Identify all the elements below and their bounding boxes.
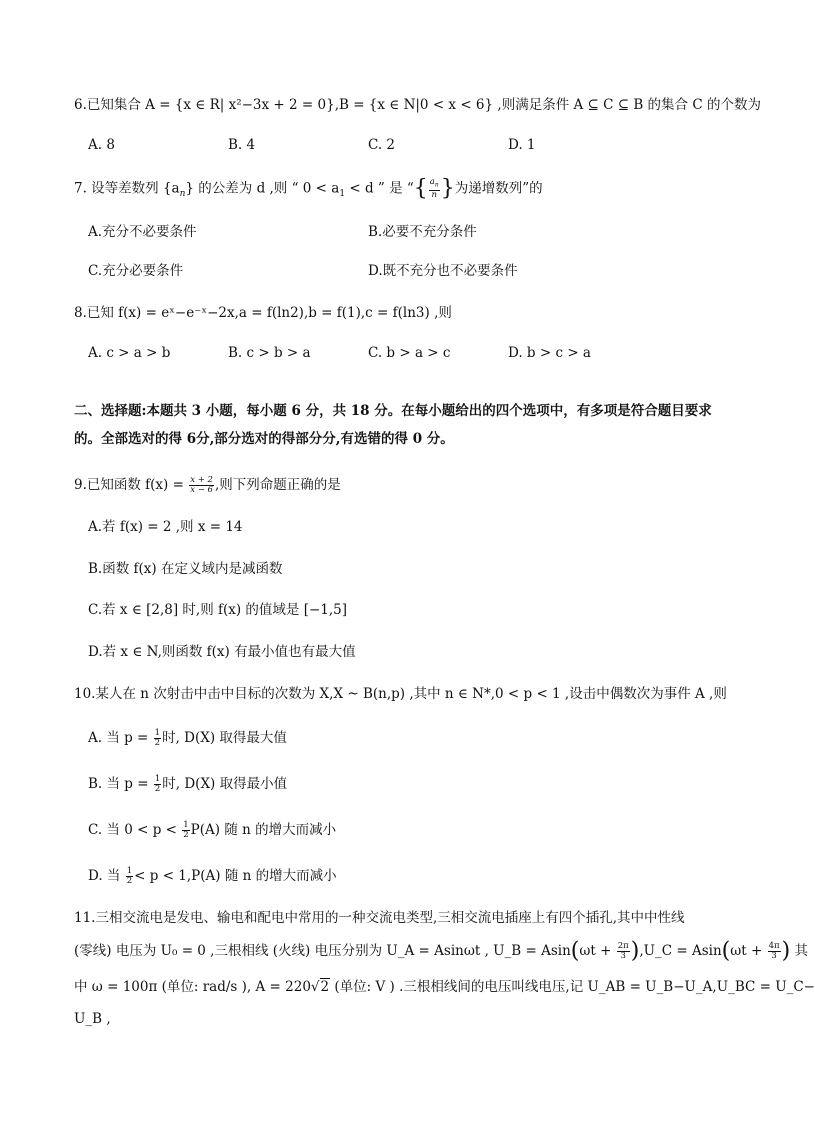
question-7-option-d: D.既不充分也不必要条件	[368, 263, 518, 279]
one-half-fraction: $\frac{1}{2}$	[154, 774, 161, 794]
question-7-option-b: B.必要不充分条件	[368, 224, 477, 240]
section-2-instructions-line-2: 的。全部选对的得 6分,部分选对的得部分分,有选错的得 0 分。	[74, 431, 454, 447]
question-10-option-c: C. 当 0 < p < $\frac{1}{2}$ P(A) 随 n 的增大而减小	[88, 820, 337, 840]
question-7-option-c: C.充分必要条件	[88, 263, 184, 279]
question-11-line-4: U_B ,	[74, 1011, 111, 1027]
question-10-option-a: A. 当 p = $\frac{1}{2}$ 时, D(X) 取得最大值	[88, 728, 287, 748]
one-half-fraction: $\frac{1}{2}$	[154, 728, 161, 748]
question-6-option-b: B. 4	[228, 137, 256, 153]
question-7-option-a: A.充分不必要条件	[88, 224, 197, 240]
question-9-option-b: B.函数 f(x) 在定义域内是减函数	[88, 561, 283, 577]
question-6-option-d: D. 1	[508, 137, 536, 153]
question-9-option-a: A.若 f(x) = 2 ,则 x = 14	[88, 519, 243, 535]
q7-part-c: < d ” 是 “	[345, 180, 414, 197]
q7-fraction: $\frac{a_n}{n}$	[429, 177, 439, 200]
one-half-fraction: $\frac{1}{2}$	[126, 866, 133, 886]
question-10-option-d: D. 当 $\frac{1}{2}$ < p < 1,P(A) 随 n 的增大而减小	[88, 866, 337, 886]
four-pi-over-three-fraction: $\frac{4\pi}{3}$	[768, 941, 780, 961]
question-9-option-c: C.若 x ∈ [2,8] 时,则 f(x) 的值域是 [−1,5]	[88, 602, 348, 618]
q9-part-b: ,则下列命题正确的是	[214, 477, 341, 493]
q7-part-d: 为递增数列”的	[454, 180, 543, 197]
q7-part-a: 7. 设等差数列 {a	[74, 180, 180, 197]
q9-fraction: $\frac{x + 2}{x - 6}$	[190, 475, 213, 495]
question-7-stem: 7. 设等差数列 $\{a_n\}$ 的公差为 d ,则 “ $0 < a_1 < d$ ” 是 “{ $\frac{a_n}{n}$ }为递增数列”的	[74, 175, 543, 201]
question-8-stem: 8.已知 f(x) = eˣ−e⁻ˣ−2x,a = f(ln2),b = f(1),c = f(ln3) ,则	[74, 305, 452, 321]
question-9-option-d: D.若 x ∈ N,则函数 f(x) 有最小值也有最大值	[88, 644, 356, 660]
question-6-option-a: A. 8	[88, 137, 115, 153]
one-half-fraction: $\frac{1}{2}$	[183, 820, 189, 840]
section-2-instructions-line-1: 二、选择题:本题共 3 小题，每小题 6 分，共 18 分。在每小题给出的四个选项中，有多项是符合题目要求	[74, 403, 712, 419]
question-11-line-2: (零线) 电压为 U₀ = 0 ,三根相线 (火线) 电压分别为 U_A = Asinωt , U_B = Asin(ωt + $\frac{2\pi}{3}$ ),U_C = Asin(ωt + $\frac{4\pi}{3}$ ) 其	[74, 938, 808, 964]
question-8-option-c: C. b > a > c	[368, 345, 451, 361]
question-8-option-a: A. c > a > b	[88, 345, 171, 361]
question-8-option-b: B. c > b > a	[228, 345, 311, 361]
question-11-line-1: 11.三相交流电是发电、输电和配电中常用的一种交流电类型,三相交流电插座上有四个插孔,其中中性线	[74, 910, 685, 926]
question-10-option-b: B. 当 p = $\frac{1}{2}$ 时, D(X) 取得最小值	[88, 774, 288, 794]
question-11-line-3: 中 ω = 100π (单位: rad/s ), A = 220√2 (单位: V ) .三根相线间的电压叫线电压,记 U_AB = U_B−U_A,U_BC = U_C−	[74, 979, 815, 995]
q7-part-b: } 的公差为 d ,则 “ 0 < a	[185, 180, 340, 197]
two-pi-over-three-fraction: $\frac{2\pi}{3}$	[617, 941, 629, 961]
question-6-option-c: C. 2	[368, 137, 396, 153]
q9-part-a: 9.已知函数 f(x) =	[74, 477, 184, 493]
question-10-stem: 10.某人在 n 次射击中击中目标的次数为 X,X ~ B(n,p) ,其中 n ∈ N*,0 < p < 1 ,设击中偶数次为事件 A ,则	[74, 686, 727, 702]
question-8-option-d: D. b > c > a	[508, 345, 591, 361]
question-6-stem: 6.已知集合 A = {x ∈ R| x²−3x + 2 = 0},B = {x ∈ N|0 < x < 6} ,则满足条件 A ⊆ C ⊆ B 的集合 C 的个数为	[74, 97, 761, 113]
question-9-stem	[74, 476, 341, 495]
